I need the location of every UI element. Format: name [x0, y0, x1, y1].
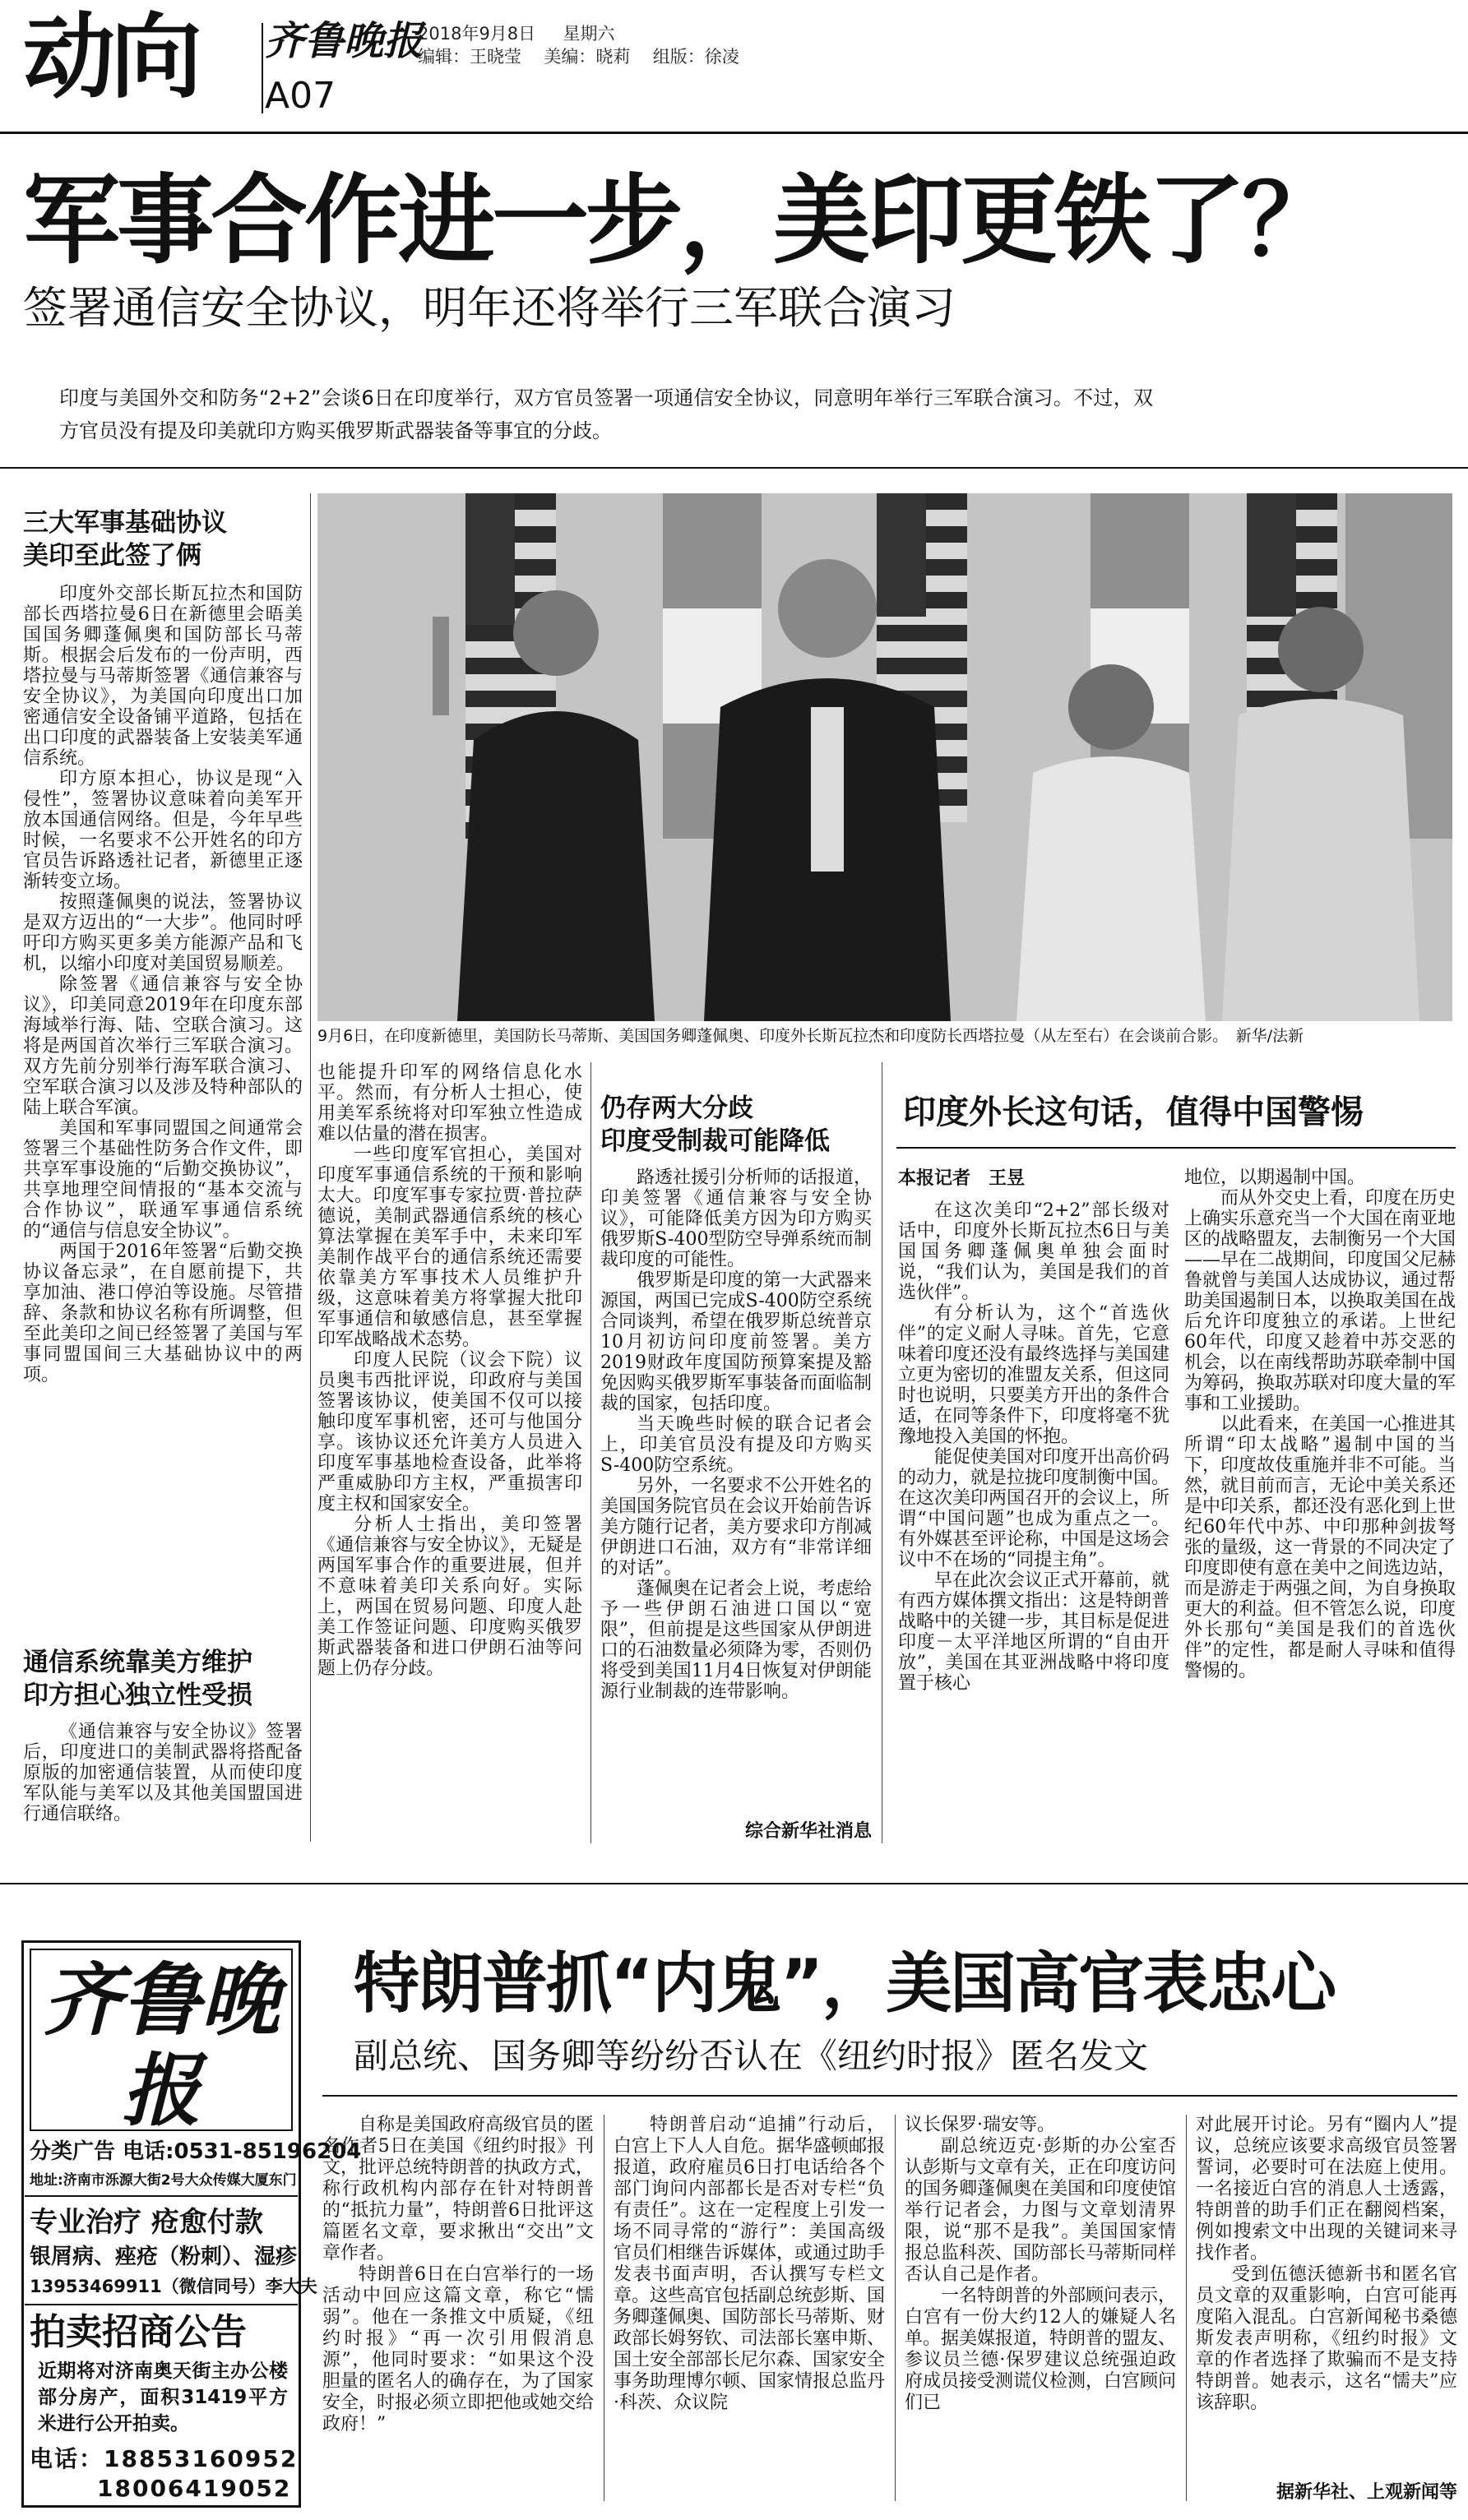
bottom-paragraph: 副总统迈克·彭斯的办公室否认彭斯与文章有关，正在印度访问的国务卿蓬佩奥在美国和印度使馆举行记者会，力图与文章划清界限，说“那不是我”。美国国家情报总监科茨、国防部长马蒂斯同样否认自己是作者。: [905, 2136, 1177, 2285]
side-headline-rule: [896, 1147, 1456, 1149]
col1-paragraph: 印度外交部长斯瓦拉杰和国防部长西塔拉曼6日在新德里会晤美国国务卿蓬佩奥和国防部长马蒂斯。根据会后发布的一份声明，西塔拉曼与马蒂斯签署《通信兼容与安全协议》，为美国向印度出口加密通信安全设备铺平道路，包括在出口印度的武器装备上安装美军通信系统。: [23, 584, 303, 769]
bottom-headline: 特朗普抓“内鬼”，美国高官表忠心: [354, 1945, 1336, 2022]
bottom-col-1: [322, 2115, 594, 2501]
ad-divider: [25, 2304, 298, 2305]
col3-paragraph: 另外，一名要求不公开姓名的美国国务院官员在会议开始前告诉美方随行记者，美方要求印方削减伊朗进口石油，双方有“非常详细的对话”。: [600, 1476, 873, 1579]
col1-subhead: [23, 506, 303, 572]
side-paragraph: 能促使美国对印度开出高价码的动力，就是拉拢印度制衡中国。在这次美印两国召开的会议上，所谓“中国问题”也成为重点之一。有外媒甚至评论称，中国是这场会议中不在场的“同提主角”。: [898, 1447, 1170, 1570]
ad-clinic-phone: 13953469911（微信同号）李大夫: [30, 2277, 317, 2296]
column-divider: [895, 2115, 896, 2501]
column-divider: [310, 493, 311, 1842]
ad-auction-phone-2: 18006419052: [97, 2475, 292, 2502]
col2-paragraph: 也能提升印军的网络信息化水平。然而，有分析人士担心，使用美军系统将对印军独立性造成难以估量的潜在损害。: [317, 1062, 582, 1144]
col3-subhead: [600, 1092, 872, 1158]
photo-illustration: [317, 493, 1452, 1021]
side-paragraph: 以此看来，在美国一心推进其所谓“印太战略”遏制中国的当下，印度故伎重施并非不可能。当然，就目前而言，无论中美关系还是中印关系，都还没有恶化到上世纪60年代中苏、中印那种剑拔弩张的量级，这一背景的不同决定了印度即使有意在美中之间选边站，而是游走于两强之间，为自身换取更大的利益。但不管怎么说，印度外长那句“美国是我们的首选伙伴”的定性，都是耐人寻味和值得警惕的。: [1184, 1414, 1456, 1681]
bottom-subheadline: 副总统、国务卿等纷纷否认在《纽约时报》匿名发文: [354, 2036, 1149, 2076]
col1-subhead-line1: 三大军事基础协议: [23, 508, 227, 538]
lead-rule: [0, 467, 1468, 469]
col1-paragraph: 除签署《通信兼容与安全协议》，印美同意2019年在印度东部海域举行海、陆、空联合演习。这将是两国首次举行三军联合演习。双方先前分别举行海军联合演习、空军联合演习以及涉及特种部队的陆上联合军演。: [23, 974, 303, 1118]
col1-paragraph: 两国于2016年签署“后勤交换协议备忘录”，在自愿前提下，共享加油、港口停泊等设施。尽管措辞、条款和协议名称有所调整，但至此美印之间已经签署了美国与军事同盟国间三大基础协议中的两项。: [23, 1242, 303, 1385]
staff-line: [418, 46, 739, 67]
col1-paragraph: 印方原本担心，协议是现“入侵性”，签署协议意味着向美军开放本国通信网络。但是，今年早些时候，一名要求不公开姓名的印方官员告诉路透社记者，新德里正逐渐转变立场。: [23, 769, 303, 892]
ad-phone: 电话:0531-85196204: [123, 2139, 362, 2164]
side-byline: 本报记者 王昱: [898, 1168, 1026, 1189]
col1-paragraph: 按照蓬佩奥的说法，签署协议是双方迈出的“一大步”。他同时呼吁印方购买更多美方能源产品和飞机，以缩小印度对美国贸易顺差。: [23, 892, 303, 974]
side-paragraph: 早在此次会议正式开幕前，就有西方媒体撰文指出：这是特朗普战略中的关键一步，其目标是促进印度－太平洋地区所谓的“自由开放”，美国在其亚洲战略中将印度置于核心: [898, 1570, 1170, 1694]
ad-divider: [25, 2195, 298, 2197]
col1-subhead2-line1: 通信系统靠美方维护: [23, 1648, 252, 1677]
page-number: A07: [265, 75, 336, 117]
ad-address: 地址:济南市泺源大街2号大众传媒大厦东门: [30, 2172, 297, 2189]
col3-paragraph: 蓬佩奥在记者会上说，考虑给予一些伊朗石油进口国以“宽限”，但前提是这些国家从伊朗进口的石油数量必须降为零，否则仍将受到美国11月4日恢复对伊朗能源行业制裁的连带影响。: [600, 1579, 873, 1702]
side-col-b: [1184, 1168, 1456, 1850]
col3-paragraph: 当天晚些时候的联合记者会上，印美官员没有提及印方购买S-400防空系统。: [600, 1414, 872, 1476]
bottom-headline-rule: [322, 2095, 1457, 2097]
side-paragraph: 而从外交史上看，印度在历史上确实乐意充当一个大国在南亚地区的战略盟友，去制衡另一个大国——早在二战期间，印度国父尼赫鲁就曾与美国人达成协议，通过帮助美国遏制日本，以换取美国在战后允许印度独立的承诺。上世纪60年代，印度又趁着中苏交恶的机会，以在南线帮助苏联牵制中国为筹码，换取苏联对印度大量的军事和工业援助。: [1184, 1188, 1456, 1414]
bottom-paragraph: 一名特朗普的外部顾问表示，白宫有一份大约12人的嫌疑人名单。据美媒报道，特朗普的盟友、参议员兰德·保罗建议总统强迫政府成员接受测谎仪检测，白宫顾问们已: [905, 2286, 1177, 2413]
ad-clinic-title: 专业治疗 疮愈付款: [30, 2206, 263, 2239]
bottom-paragraph: 自称是美国政府高级官员的匿名作者5日在美国《纽约时报》刊文，批评总统特朗普的执政方式，称行政机构内部存在针对特朗普的“抵抗力量”，特朗普6日批评这篇匿名文章，要求揪出“交出”文章作者。: [322, 2115, 595, 2263]
col3-body: [600, 1168, 872, 1825]
bottom-paragraph: 对此展开讨论。另有“圈内人”提议，总统应该要求高级官员签署誓词，必要时可在法庭上使用。一名接近白宫的消息人士透露，特朗普的助手们正在翻阅档案，例如搜索文中出现的关键词来寻找作者。: [1196, 2115, 1457, 2263]
bottom-col-4: [1196, 2115, 1457, 2476]
bottom-paragraph: 议长保罗·瑞安等。: [905, 2115, 1055, 2135]
ad-classified-label: 分类广告: [30, 2139, 116, 2164]
main-lead: 印度与美国外交和防务“2+2”会谈6日在印度举行，双方官员签署一项通信安全协议，同意明年举行三军联合演习。不过，双方官员没有提及印美就印方购买俄罗斯武器装备等事宜的分歧。: [59, 386, 1153, 442]
side-paragraph: 在这次美印“2+2”部长级对话中，印度外长斯瓦拉杰6日与美国国务卿蓬佩奥单独会面时说，“我们认为，美国是我们的首选伙伴”。: [898, 1200, 1169, 1303]
layout-credit: 组版：徐凌: [652, 47, 739, 67]
bottom-paragraph: 特朗普启动“追捕”行动后，白宫上下人人自危。据华盛顿邮报报道，政府雇员6日打电话给各个部门询问内部都长是否对专栏“负有责任”。这在一定程度上引发一场不同寻常的“游行”：美国高级官员们相继告诉媒体，或通过助手发表书面声明，否认撰写专栏文章。这些高官包括副总统彭斯、国务卿蓬佩奥、国防部长马蒂斯、财政部长姆努钦、司法部长塞申斯、国土安全部部长尼尔森、国家安全事务助理博尔顿、国家情报总监丹·科茨、众议院: [614, 2115, 886, 2413]
bottom-credit: 据新华社、上观新闻等: [1276, 2482, 1457, 2503]
main-headline: 军事合作进一步，美印更铁了？: [23, 164, 1336, 277]
col3-paragraph: 俄罗斯是印度的第一大武器来源国，两国已完成S-400防空系统合同谈判，希望在俄罗斯总统普京10月初访问印度前签署。美方2019财政年度国防预算案提及豁免因购买俄罗斯军事装备而面临制裁的国家，包括印度。: [600, 1270, 873, 1414]
side-paragraph: 地位，以期遏制中国。: [1184, 1168, 1366, 1188]
side-headline: 印度外长这句话，值得中国警惕: [903, 1094, 1364, 1131]
col2-paragraph: 印度人民院（议会下院）议员奥韦西批评说，印政府与美国签署该协议，使美国不仅可以接触印度军事机密，还可与他国分享。该协议还允许美方人员进入印度军事基地检查设备，此举将严重威胁印方主权，严重损害印度主权和国家安全。: [317, 1350, 582, 1514]
col1-paragraph: 美国和军事同盟国之间通常会签署三个基础性防务合作文件，即共享军事设施的“后勤交换协议”，共享地理空间情报的“基本交流与合作协议”，联通军事通信系统的“通信与信息安全协议”。: [23, 1118, 303, 1242]
bottom-col-3: [905, 2115, 1176, 2501]
bottom-paragraph: 受到伍德沃德新书和匿名官员文章的双重影响，白宫可能再度陷入混乱。白宫新闻秘书桑德斯发表声明称，《纽约时报》文章的作者选择了欺骗而不是支持特朗普。她表示，这名“懦夫”应该辞职。: [1196, 2264, 1457, 2413]
masthead-rule: [0, 132, 1468, 134]
column-divider: [1186, 2115, 1187, 2501]
col2-paragraph: 分析人士指出，美印签署《通信兼容与安全协议》，无疑是两国军事合作的重要进展，但并不意味着美印关系向好。实际上，两国在贸易问题、印度人赴美工作签证问题、印度购买俄罗斯武器装备和进口伊朗石油等问题上仍存分歧。: [317, 1514, 582, 1679]
col1-paragraph: 《通信兼容与安全协议》签署后，印度进口的美制武器将搭配备原版的加密通信装置，从而使印度军队能与美军以及其他美国盟国进行通信联络。: [23, 1722, 303, 1824]
issue-date-line: [418, 23, 615, 44]
ad-paper-logo: 齐鲁晚报: [30, 1949, 293, 2131]
section-title: 动向: [23, 4, 197, 111]
col2-body: [317, 1062, 582, 1843]
issue-weekday: 星期六: [563, 24, 615, 44]
ad-auction-text: 近期将对济南奥天街主办公楼部分房产，面积31419平方米进行公开拍卖。: [38, 2360, 288, 2434]
section-rule: [0, 1883, 1468, 1884]
ad-clinic-items: 银屑病、痤疮（粉刺）、湿疹: [30, 2245, 298, 2269]
col3-subhead-line2: 印度受制裁可能降低: [600, 1126, 830, 1156]
editor-credit: 编辑：王晓莹: [418, 47, 521, 67]
ad-auction-title: 拍卖招商公告: [30, 2311, 247, 2353]
main-subheadline: 签署通信安全协议，明年还将举行三军联合演习: [23, 282, 956, 334]
col3-paragraph: 路透社援引分析师的话报道，印美签署《通信兼容与安全协议》，可能降低美方因为印方购买俄罗斯S-400型防空导弹系统而制裁印度的可能性。: [600, 1168, 873, 1270]
news-photo: [317, 493, 1452, 1021]
side-col-a: [898, 1200, 1169, 1850]
art-credit: 美编：晓莉: [544, 47, 631, 67]
photo-caption: 9月6日，在印度新德里，美国防长马蒂斯、美国国务卿蓬佩奥、印度外长斯瓦拉杰和印度防长西塔拉曼（从左至右）在会谈前合影。 新华/法新: [317, 1027, 1304, 1045]
bottom-col-2: [614, 2115, 885, 2501]
col1-body-2: [23, 1722, 303, 1845]
bottom-paragraph: 特朗普6日在白宫举行的一场活动中回应这篇文章，称它“懦弱”。他在一条推文中质疑，《纽约时报》“再一次引用假消息源”，他同时要求：“如果这个没胆量的匿名人的确存在，为了国家安全，时报必须立即把他或她交给政府！”: [322, 2264, 595, 2434]
side-paragraph: 有分析认为，这个“首选伙伴”的定义耐人寻味。首先，它意味着印度还没有最终选择与美国建立更为密切的准盟友关系，但这同时也说明，只要美方开出的条件合适，在同等条件下，印度将毫不犹豫地投入美国的怀抱。: [898, 1303, 1170, 1447]
ad-auction-phone-1: 电话：18853160952: [30, 2445, 299, 2472]
col1-subhead2-line2: 印方担心独立性受损: [23, 1681, 252, 1710]
col3-credit: 综合新华社消息: [600, 1820, 872, 1843]
col1-subhead-2: [23, 1646, 303, 1712]
ad-contact-line: [30, 2138, 362, 2166]
col2-paragraph: 一些印度军官担心，美国对印度军事通信系统的干预和影响太大。印度军事专家拉贾·普拉萨德说，美制武器通信系统的核心算法掌握在美军手中，未来印军美制作战平台的通信系统还需要依靠美方军事技术人员维护升级，这意味着美方将掌握大批印军事通信和敏感信息，甚至掌握印军战略战术态势。: [317, 1144, 582, 1350]
issue-date: 2018年9月8日: [418, 24, 536, 44]
col3-subhead-line1: 仍存两大分歧: [600, 1094, 753, 1123]
paper-logo: 齐鲁晚报: [265, 18, 424, 64]
masthead-divider: [262, 23, 263, 113]
column-divider: [590, 1062, 591, 1843]
col1-subhead-line2: 美印至此签了俩: [23, 541, 201, 571]
